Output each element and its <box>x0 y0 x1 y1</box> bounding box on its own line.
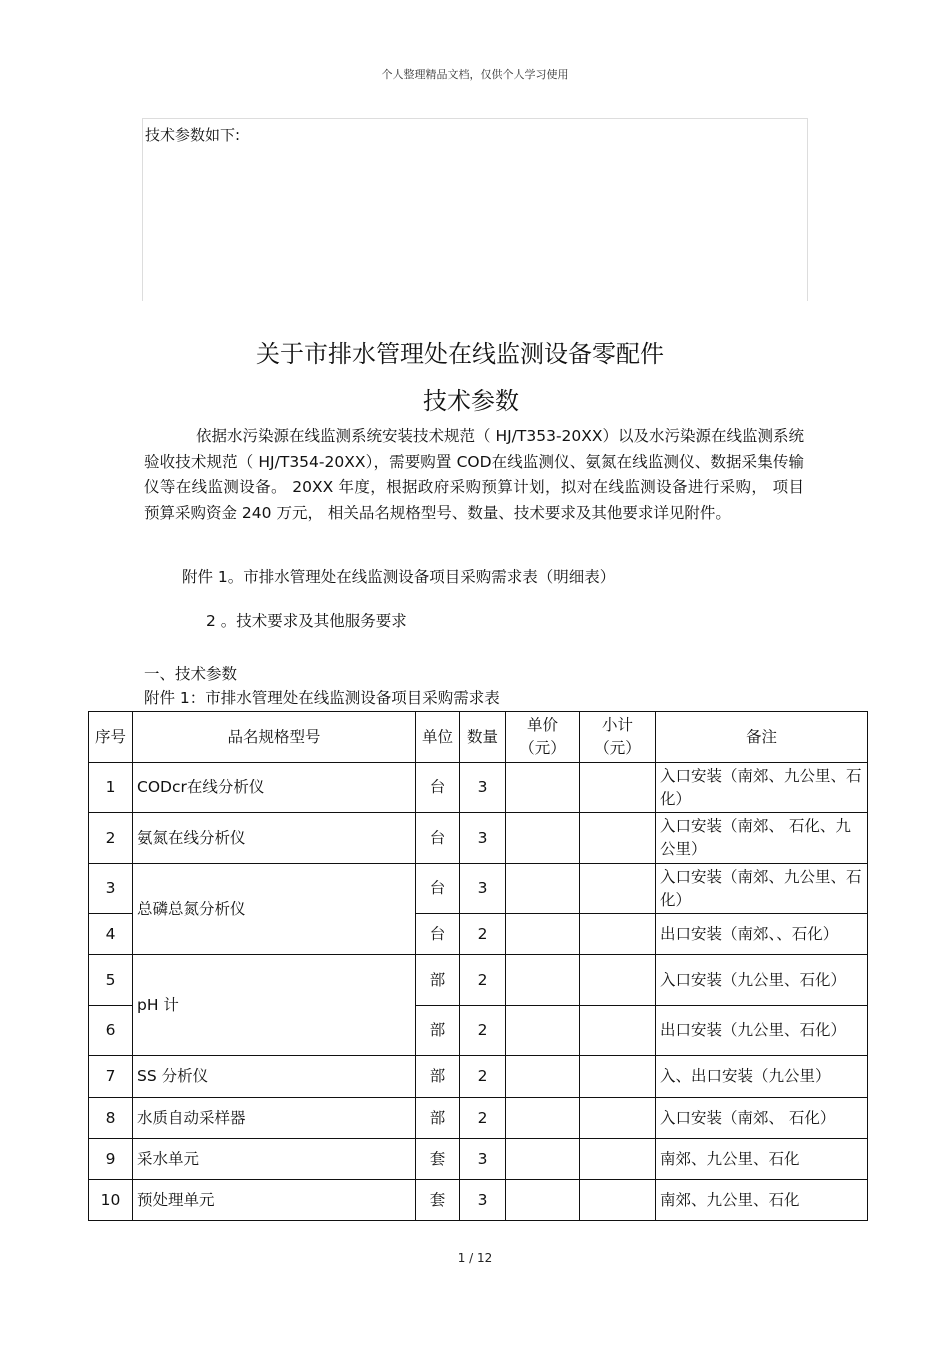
cell-no: 10 <box>89 1180 133 1221</box>
header-name: 品名规格型号 <box>133 712 416 763</box>
cell-remark: 出口安装（南郊、、石化） <box>656 914 868 955</box>
cell-subtotal <box>580 1139 656 1180</box>
cell-qty: 3 <box>460 763 506 813</box>
cell-no: 3 <box>89 864 133 914</box>
header-qty: 数量 <box>460 712 506 763</box>
cell-subtotal <box>580 914 656 955</box>
table-row <box>89 1056 868 1098</box>
table-row <box>89 813 868 864</box>
cell-unit: 台 <box>416 813 460 864</box>
cell-name: SS 分析仪 <box>133 1056 416 1098</box>
cell-price <box>506 1006 580 1056</box>
cell-unit: 部 <box>416 1056 460 1098</box>
cell-subtotal <box>580 1180 656 1221</box>
cell-qty: 3 <box>460 1139 506 1180</box>
table-row <box>89 864 868 914</box>
attachment-1-line: 附件 1。市排水管理处在线监测设备项目采购需求表（明细表） <box>182 568 616 586</box>
cell-qty: 2 <box>460 1006 506 1056</box>
cell-remark: 入、出口安装（九公里） <box>656 1056 868 1098</box>
intro-paragraph: 依据水污染源在线监测系统安装技术规范（ HJ/T353-20XX）以及水污染源在线监测系统验收技术规范（ HJ/T354-20XX），需要购置 COD在线监测仪、氨氮在线监测仪、数据采集传输仪等在线监测设备。 20XX 年度，根据政府采购预算计划，拟对在线监测设备进行采购， 项目预算采购资金 240 万元， 相关品名规格型号、数量、技术要求及其他要求详见附件。 <box>144 427 804 522</box>
cell-name: pH 计 <box>133 955 416 1056</box>
cell-no: 1 <box>89 763 133 813</box>
header-note: 个人整理精品文档，仅供个人学习使用 <box>381 68 569 81</box>
cell-name: 水质自动采样器 <box>133 1098 416 1139</box>
cell-price <box>506 1180 580 1221</box>
cell-remark: 入口安装（九公里、石化） <box>656 955 868 1006</box>
header-subtotal: 小计（元） <box>580 712 656 763</box>
cell-unit: 套 <box>416 1139 460 1180</box>
cell-no: 4 <box>89 914 133 955</box>
header-remark: 备注 <box>656 712 868 763</box>
cell-qty: 3 <box>460 813 506 864</box>
header-unit: 单位 <box>416 712 460 763</box>
header-no: 序号 <box>89 712 133 763</box>
cell-remark: 入口安装（南郊、 石化、九公里） <box>656 813 868 864</box>
cell-unit: 部 <box>416 1098 460 1139</box>
cell-remark: 入口安装（南郊、 石化） <box>656 1098 868 1139</box>
cell-subtotal <box>580 1006 656 1056</box>
cell-no: 2 <box>89 813 133 864</box>
cell-subtotal <box>580 1098 656 1139</box>
cell-remark: 南郊、九公里、石化 <box>656 1180 868 1221</box>
cell-no: 7 <box>89 1056 133 1098</box>
document-title: 关于市排水管理处在线监测设备零配件 <box>256 340 664 368</box>
cell-subtotal <box>580 864 656 914</box>
table-row <box>89 1139 868 1180</box>
section-heading: 一、技术参数 <box>144 665 238 683</box>
cell-unit: 部 <box>416 1006 460 1056</box>
table-caption: 附件 1：市排水管理处在线监测设备项目采购需求表 <box>144 689 500 707</box>
cell-subtotal <box>580 955 656 1006</box>
procurement-table <box>88 711 868 1221</box>
cell-remark: 出口安装（九公里、石化） <box>656 1006 868 1056</box>
cell-price <box>506 1056 580 1098</box>
document-subtitle: 技术参数 <box>423 387 519 415</box>
table-header-row <box>89 712 868 763</box>
cell-remark: 入口安装（南郊、九公里、石化） <box>656 763 868 813</box>
cell-price <box>506 864 580 914</box>
table-row <box>89 1180 868 1221</box>
table-row <box>89 763 868 813</box>
cell-remark: 入口安装（南郊、九公里、石化） <box>656 864 868 914</box>
cell-unit: 台 <box>416 864 460 914</box>
cell-price <box>506 813 580 864</box>
cell-unit: 部 <box>416 955 460 1006</box>
cell-subtotal <box>580 813 656 864</box>
cell-unit: 台 <box>416 914 460 955</box>
cell-price <box>506 955 580 1006</box>
cell-qty: 2 <box>460 914 506 955</box>
cell-price <box>506 1098 580 1139</box>
cell-unit: 套 <box>416 1180 460 1221</box>
cell-qty: 2 <box>460 955 506 1006</box>
table-row <box>89 1098 868 1139</box>
cell-name: CODcr在线分析仪 <box>133 763 416 813</box>
text-frame <box>142 118 808 301</box>
cell-no: 8 <box>89 1098 133 1139</box>
cell-name: 氨氮在线分析仪 <box>133 813 416 864</box>
cell-no: 5 <box>89 955 133 1006</box>
cell-name: 总磷总氮分析仪 <box>133 864 416 955</box>
cell-subtotal <box>580 763 656 813</box>
attachment-2-line: 2 。技术要求及其他服务要求 <box>206 612 407 630</box>
cell-unit: 台 <box>416 763 460 813</box>
cell-no: 9 <box>89 1139 133 1180</box>
cell-qty: 3 <box>460 864 506 914</box>
cell-qty: 2 <box>460 1098 506 1139</box>
frame-label: 技术参数如下: <box>145 126 241 144</box>
cell-subtotal <box>580 1056 656 1098</box>
cell-remark: 南郊、九公里、石化 <box>656 1139 868 1180</box>
cell-qty: 2 <box>460 1056 506 1098</box>
cell-name: 预处理单元 <box>133 1180 416 1221</box>
cell-price <box>506 914 580 955</box>
page-number: 1 / 12 <box>457 1251 493 1265</box>
cell-name: 采水单元 <box>133 1139 416 1180</box>
cell-price <box>506 1139 580 1180</box>
table-row <box>89 955 868 1006</box>
cell-qty: 3 <box>460 1180 506 1221</box>
cell-price <box>506 763 580 813</box>
header-price: 单价（元） <box>506 712 580 763</box>
cell-no: 6 <box>89 1006 133 1056</box>
